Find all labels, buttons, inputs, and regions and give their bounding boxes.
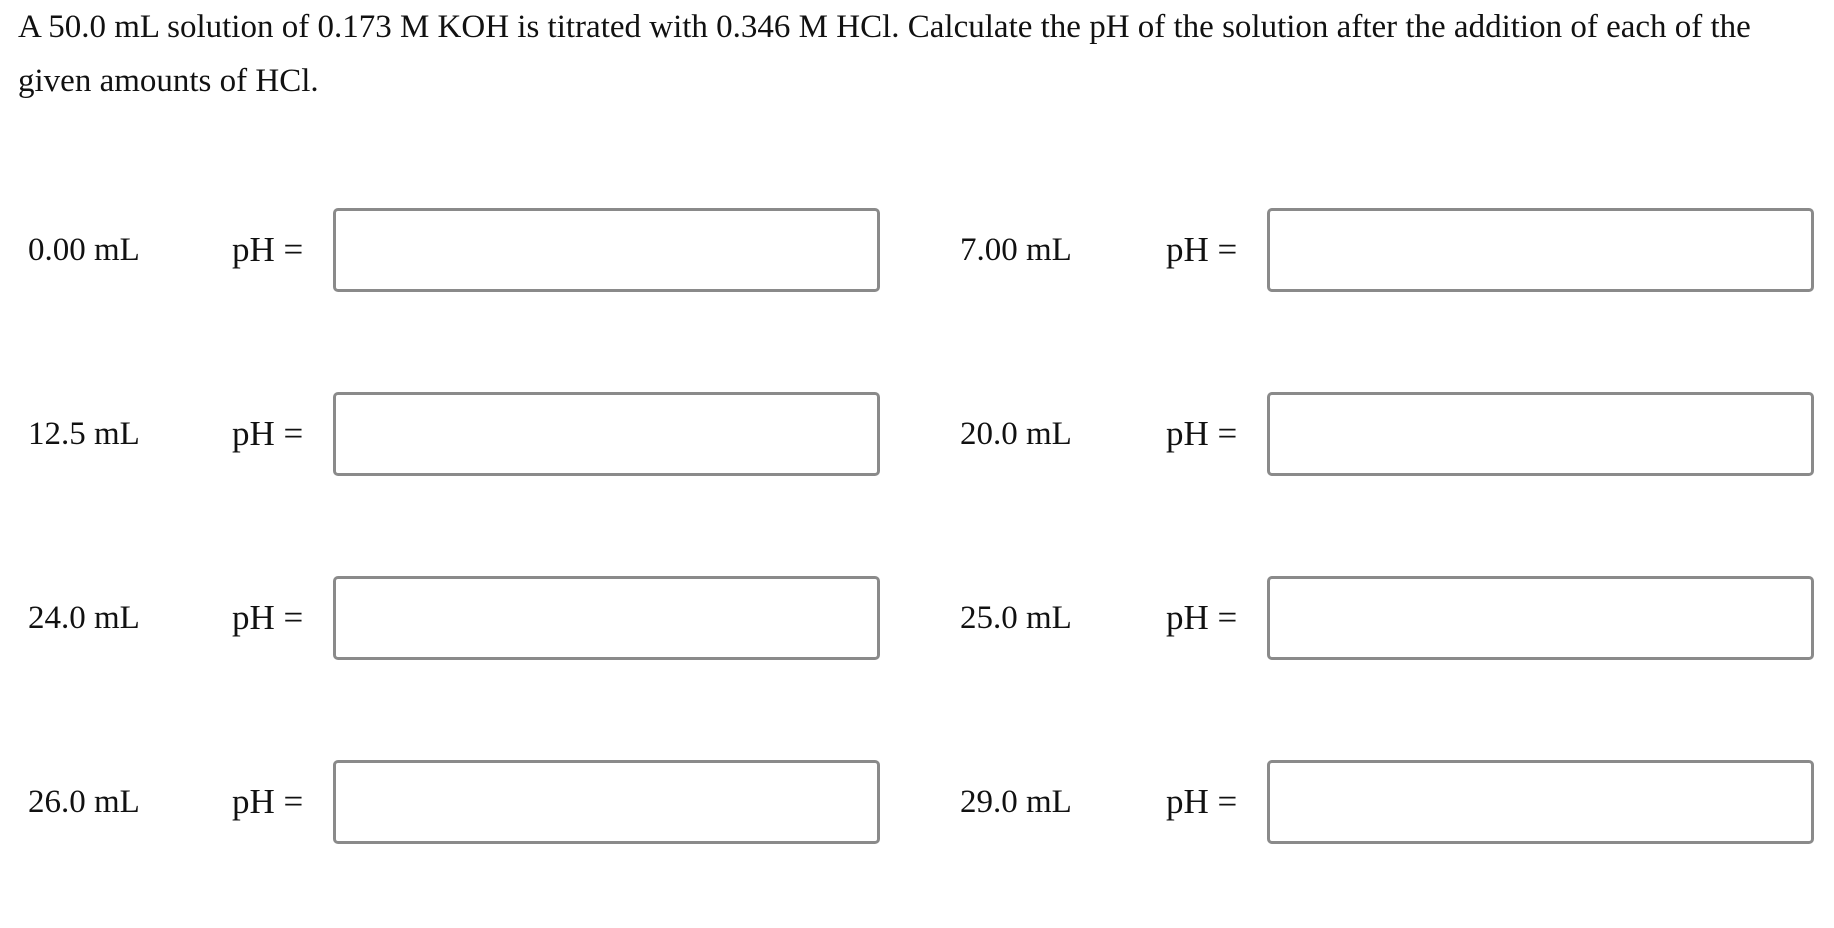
ph-label: pH =: [232, 598, 304, 637]
ph-input-7-00-ml[interactable]: [1267, 208, 1814, 292]
ph-label: pH =: [232, 782, 304, 821]
answer-row: [0, 208, 1834, 292]
ph-input-12-5-ml[interactable]: [333, 392, 880, 476]
ph-label: pH =: [232, 230, 304, 269]
ph-input-29-0-ml[interactable]: [1267, 760, 1814, 844]
ph-label: pH =: [1166, 230, 1238, 269]
answer-row: [0, 392, 1834, 476]
volume-label: 12.5 mL: [28, 416, 140, 452]
answer-row: [0, 576, 1834, 660]
ph-input-20-0-ml[interactable]: [1267, 392, 1814, 476]
ph-label: pH =: [232, 414, 304, 453]
ph-input-26-0-ml[interactable]: [333, 760, 880, 844]
volume-label: 25.0 mL: [960, 600, 1072, 636]
volume-label: 26.0 mL: [28, 784, 140, 820]
volume-label: 20.0 mL: [960, 416, 1072, 452]
question-text: A 50.0 mL solution of 0.173 M KOH is titrated with 0.346 M HCl. Calculate the pH of the solution after the addition of each of the given amounts of HCl.: [18, 9, 1751, 99]
answer-row: [0, 760, 1834, 844]
ph-label: pH =: [1166, 598, 1238, 637]
ph-input-25-0-ml[interactable]: [1267, 576, 1814, 660]
ph-input-24-0-ml[interactable]: [333, 576, 880, 660]
ph-label: pH =: [1166, 414, 1238, 453]
ph-label: pH =: [1166, 782, 1238, 821]
volume-label: 0.00 mL: [28, 232, 140, 268]
ph-input-0-00-ml[interactable]: [333, 208, 880, 292]
volume-label: 7.00 mL: [960, 232, 1072, 268]
volume-label: 29.0 mL: [960, 784, 1072, 820]
volume-label: 24.0 mL: [28, 600, 140, 636]
